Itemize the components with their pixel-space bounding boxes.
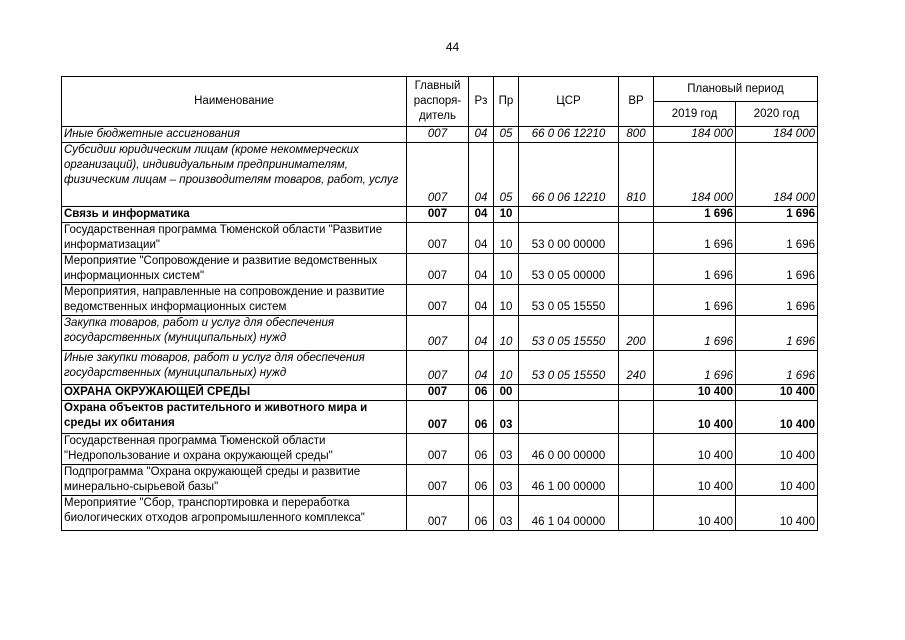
row-section: 04 <box>469 127 494 143</box>
row-chief-manager: 007 <box>407 254 469 285</box>
table-row <box>62 223 818 254</box>
row-target-article: 53 0 00 00000 <box>519 223 619 254</box>
row-subsection: 03 <box>494 465 519 496</box>
row-name: Охрана объектов растительного и животного мира и среды их обитания <box>62 401 407 434</box>
row-chief-manager: 007 <box>407 401 469 434</box>
row-amount-2020: 1 696 <box>736 316 818 351</box>
row-target-article: 66 0 06 12210 <box>519 143 619 207</box>
row-chief-manager: 007 <box>407 285 469 316</box>
row-expense-type <box>619 223 654 254</box>
row-amount-2019: 184 000 <box>654 143 736 207</box>
table-body <box>62 127 818 531</box>
header-section: Рз <box>469 77 494 127</box>
row-section: 06 <box>469 401 494 434</box>
row-section: 04 <box>469 207 494 223</box>
header-chief-manager: Главный распоря-дитель <box>407 77 469 127</box>
row-name: Иные бюджетные ассигнования <box>62 127 407 143</box>
row-section: 04 <box>469 254 494 285</box>
table-row <box>62 285 818 316</box>
row-expense-type: 240 <box>619 351 654 385</box>
row-amount-2019: 1 696 <box>654 207 736 223</box>
row-expense-type <box>619 285 654 316</box>
row-section: 06 <box>469 465 494 496</box>
row-chief-manager: 007 <box>407 496 469 531</box>
row-subsection: 10 <box>494 223 519 254</box>
row-expense-type <box>619 465 654 496</box>
row-section: 04 <box>469 285 494 316</box>
row-amount-2019: 1 696 <box>654 223 736 254</box>
row-amount-2020: 1 696 <box>736 223 818 254</box>
row-expense-type <box>619 254 654 285</box>
row-chief-manager: 007 <box>407 316 469 351</box>
budget-table <box>61 76 818 531</box>
header-name: Наименование <box>62 77 407 127</box>
row-amount-2020: 10 400 <box>736 401 818 434</box>
header-year-2020: 2020 год <box>736 102 818 127</box>
row-section: 04 <box>469 351 494 385</box>
row-amount-2020: 10 400 <box>736 434 818 465</box>
row-amount-2019: 1 696 <box>654 351 736 385</box>
row-amount-2019: 10 400 <box>654 401 736 434</box>
row-target-article <box>519 385 619 401</box>
row-chief-manager: 007 <box>407 207 469 223</box>
row-subsection: 10 <box>494 285 519 316</box>
table-row <box>62 143 818 207</box>
header-target-article: ЦСР <box>519 77 619 127</box>
row-subsection: 00 <box>494 385 519 401</box>
row-expense-type <box>619 385 654 401</box>
row-section: 04 <box>469 143 494 207</box>
row-name: Подпрограмма "Охрана окружающей среды и развитие минерально-сырьевой базы" <box>62 465 407 496</box>
table-row <box>62 401 818 434</box>
row-expense-type: 800 <box>619 127 654 143</box>
row-target-article <box>519 207 619 223</box>
row-amount-2020: 184 000 <box>736 127 818 143</box>
row-expense-type: 200 <box>619 316 654 351</box>
row-target-article <box>519 401 619 434</box>
row-name: Мероприятие "Сопровождение и развитие ведомственных информационных систем" <box>62 254 407 285</box>
row-chief-manager: 007 <box>407 127 469 143</box>
row-name: Мероприятие "Сбор, транспортировка и переработка биологических отходов агропромышленного комплекса" <box>62 496 407 531</box>
row-amount-2019: 1 696 <box>654 316 736 351</box>
table-row <box>62 316 818 351</box>
table-row <box>62 127 818 143</box>
row-name: Мероприятия, направленные на сопровождение и развитие ведомственных информационных систем <box>62 285 407 316</box>
table-row <box>62 351 818 385</box>
row-chief-manager: 007 <box>407 143 469 207</box>
row-amount-2020: 1 696 <box>736 285 818 316</box>
table-row <box>62 207 818 223</box>
row-target-article: 46 1 04 00000 <box>519 496 619 531</box>
row-expense-type <box>619 207 654 223</box>
row-amount-2020: 1 696 <box>736 207 818 223</box>
row-chief-manager: 007 <box>407 465 469 496</box>
page-number: 44 <box>445 40 460 54</box>
row-target-article: 53 0 05 15550 <box>519 285 619 316</box>
row-expense-type <box>619 401 654 434</box>
row-name: Закупка товаров, работ и услуг для обеспечения государственных (муниципальных) нужд <box>62 316 407 351</box>
row-subsection: 03 <box>494 401 519 434</box>
table-row <box>62 496 818 531</box>
header-subsection: Пр <box>494 77 519 127</box>
row-chief-manager: 007 <box>407 223 469 254</box>
row-section: 06 <box>469 434 494 465</box>
row-expense-type: 810 <box>619 143 654 207</box>
row-name: Субсидии юридическим лицам (кроме некоммерческих организаций), индивидуальным предпринимателям, физическим лицам – производителям товаров, работ, услуг <box>62 143 407 207</box>
row-subsection: 03 <box>494 434 519 465</box>
row-subsection: 10 <box>494 351 519 385</box>
table-row <box>62 385 818 401</box>
row-amount-2019: 10 400 <box>654 496 736 531</box>
row-section: 06 <box>469 496 494 531</box>
row-chief-manager: 007 <box>407 385 469 401</box>
row-subsection: 10 <box>494 254 519 285</box>
row-target-article: 53 0 05 15550 <box>519 316 619 351</box>
row-amount-2019: 1 696 <box>654 254 736 285</box>
row-target-article: 46 1 00 00000 <box>519 465 619 496</box>
row-section: 04 <box>469 223 494 254</box>
header-expense-type: ВР <box>619 77 654 127</box>
row-amount-2020: 10 400 <box>736 465 818 496</box>
row-amount-2020: 184 000 <box>736 143 818 207</box>
row-subsection: 03 <box>494 496 519 531</box>
row-expense-type <box>619 434 654 465</box>
row-amount-2020: 10 400 <box>736 496 818 531</box>
row-section: 04 <box>469 316 494 351</box>
table-row <box>62 254 818 285</box>
row-amount-2020: 1 696 <box>736 351 818 385</box>
table-row <box>62 465 818 496</box>
row-chief-manager: 007 <box>407 351 469 385</box>
row-amount-2019: 10 400 <box>654 385 736 401</box>
row-amount-2020: 10 400 <box>736 385 818 401</box>
row-name: Государственная программа Тюменской области "Недропользование и охрана окружающей среды" <box>62 434 407 465</box>
row-amount-2019: 1 696 <box>654 285 736 316</box>
row-name: Иные закупки товаров, работ и услуг для обеспечения государственных (муниципальных) нужд <box>62 351 407 385</box>
header-year-2019: 2019 год <box>654 102 736 127</box>
row-amount-2019: 10 400 <box>654 465 736 496</box>
row-subsection: 05 <box>494 127 519 143</box>
row-name: ОХРАНА ОКРУЖАЮЩЕЙ СРЕДЫ <box>62 385 407 401</box>
row-name: Государственная программа Тюменской области "Развитие информатизации" <box>62 223 407 254</box>
row-target-article: 66 0 06 12210 <box>519 127 619 143</box>
row-name: Связь и информатика <box>62 207 407 223</box>
header-planning-period: Плановый период <box>654 77 818 102</box>
row-expense-type <box>619 496 654 531</box>
row-amount-2020: 1 696 <box>736 254 818 285</box>
row-target-article: 53 0 05 00000 <box>519 254 619 285</box>
row-amount-2019: 10 400 <box>654 434 736 465</box>
table-row <box>62 434 818 465</box>
row-target-article: 46 0 00 00000 <box>519 434 619 465</box>
row-subsection: 10 <box>494 207 519 223</box>
row-subsection: 10 <box>494 316 519 351</box>
row-target-article: 53 0 05 15550 <box>519 351 619 385</box>
row-subsection: 05 <box>494 143 519 207</box>
row-chief-manager: 007 <box>407 434 469 465</box>
row-section: 06 <box>469 385 494 401</box>
row-amount-2019: 184 000 <box>654 127 736 143</box>
